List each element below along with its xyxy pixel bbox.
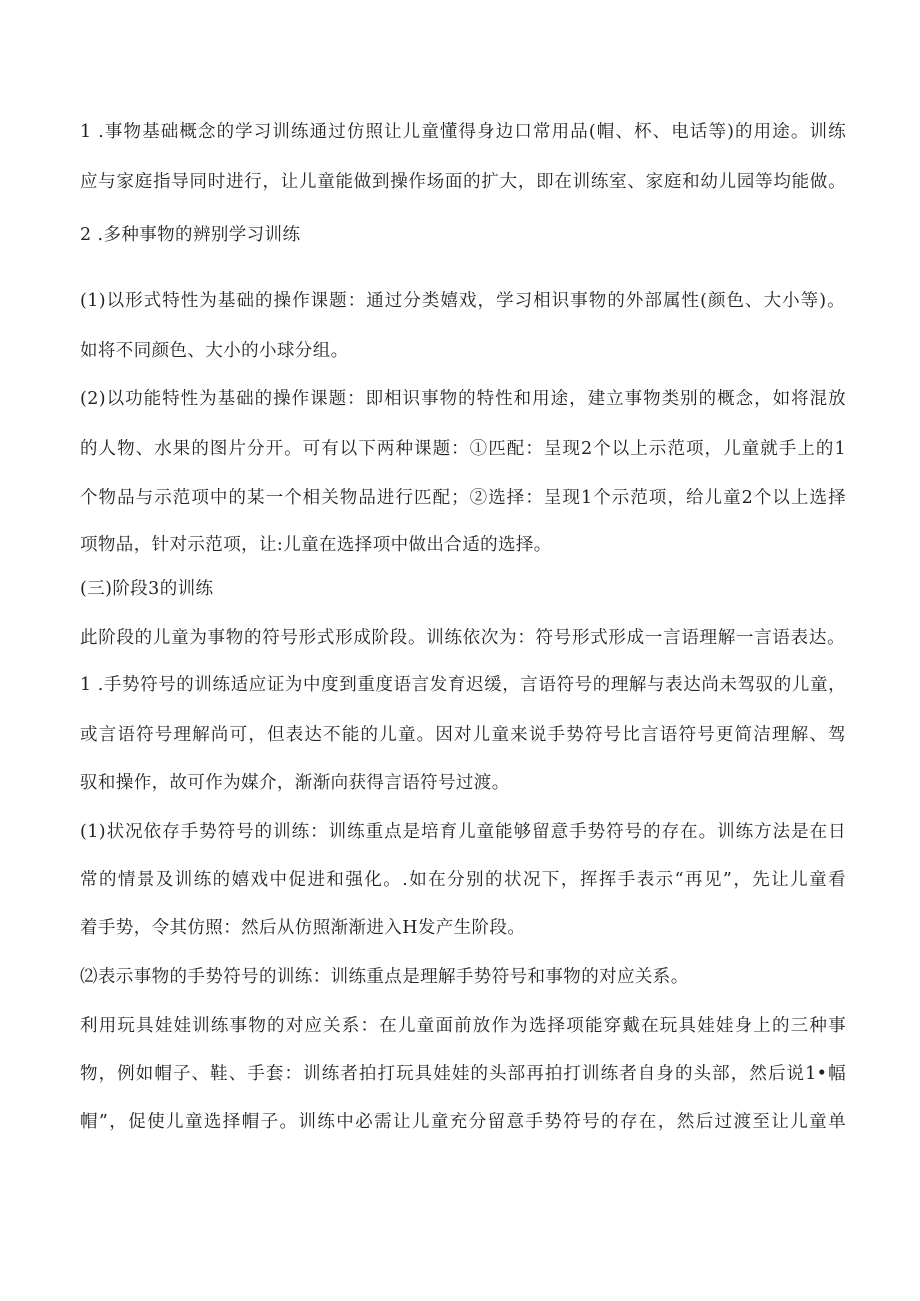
section-heading: (三)阶段3的训练 — [80, 579, 214, 599]
paragraph-line: 物，例如帽子、鞋、手套：训练者拍打玩具娃娃的头部再拍打训练者自身的头部，然后说1•幅 — [80, 1064, 846, 1084]
paragraph-line: (2)以功能特性为基础的操作课题：即相识事物的特性和用途，建立事物类别的概念，如将混放 — [80, 389, 846, 409]
paragraph-line: 着手势，令其仿照：然后从仿照渐渐进入H发产生阶段。 — [80, 918, 526, 938]
paragraph-line: 1 .事物基础概念的学习训练通过仿照让儿童懂得身边口常用品(帽、杯、电话等)的用途。训练 — [80, 122, 846, 142]
paragraph-line: (1)以形式特性为基础的操作课题：通过分类嬉戏，学习相识事物的外部属性(颜色、大小等)。 — [80, 291, 845, 311]
paragraph-line: 的人物、水果的图片分开。可有以下两种课题：①匹配：呈现2个以上示范项，儿童就手上的1 — [80, 439, 846, 459]
paragraph-line: 个物品与示范项中的某一个相关物品进行匹配；②选择：呈现1个示范项，给儿童2个以上选择 — [80, 488, 846, 508]
paragraph-line: 或言语符号理解尚可，但表达不能的儿童。因对儿童来说手势符号比言语符号更简洁理解、驾 — [80, 725, 846, 745]
paragraph-line: 常的情景及训练的嬉戏中促进和强化。.如在分别的状况下，挥挥手表示“再见”，先让儿童看 — [80, 870, 846, 890]
paragraph-line: (1)状况依存手势符号的训练：训练重点是培育儿童能够留意手势符号的存在。训练方法是在日 — [80, 822, 846, 842]
paragraph-line: 利用玩具娃娃训练事物的对应关系：在儿童面前放作为选择项能穿戴在玩具娃娃身上的三种事 — [80, 1016, 846, 1036]
paragraph-line: ⑵表示事物的手势符号的训练：训练重点是理解手势符号和事物的对应关系。 — [80, 967, 689, 987]
paragraph-line: 1 .手势符号的训练适应证为中度到重度语言发育迟缓，言语符号的理解与表达尚未驾驭的儿童， — [80, 675, 846, 695]
paragraph-line: 此阶段的儿童为事物的符号形式形成阶段。训练依次为：符号形式形成一言语理解一言语表达。 — [80, 628, 845, 648]
paragraph-line: 项物品，针对示范项，让:儿童在选择项中做出合适的选择。 — [80, 535, 552, 555]
paragraph-line: 应与家庭指导同时进行，让儿童能做到操作场面的扩大，即在训练室、家庭和幼儿园等均能做。 — [80, 172, 846, 192]
paragraph-line: 如将不同颜色、大小的小球分组。 — [80, 341, 349, 361]
section-heading: 2 .多种事物的辨别学习训练 — [80, 225, 301, 245]
paragraph-line: 帽”，促使儿童选择帽子。训练中必需让儿童充分留意手势符号的存在，然后过渡至让儿童单 — [80, 1112, 846, 1132]
paragraph-line: 驭和操作，故可作为媒介，渐渐向获得言语符号过渡。 — [80, 773, 510, 793]
